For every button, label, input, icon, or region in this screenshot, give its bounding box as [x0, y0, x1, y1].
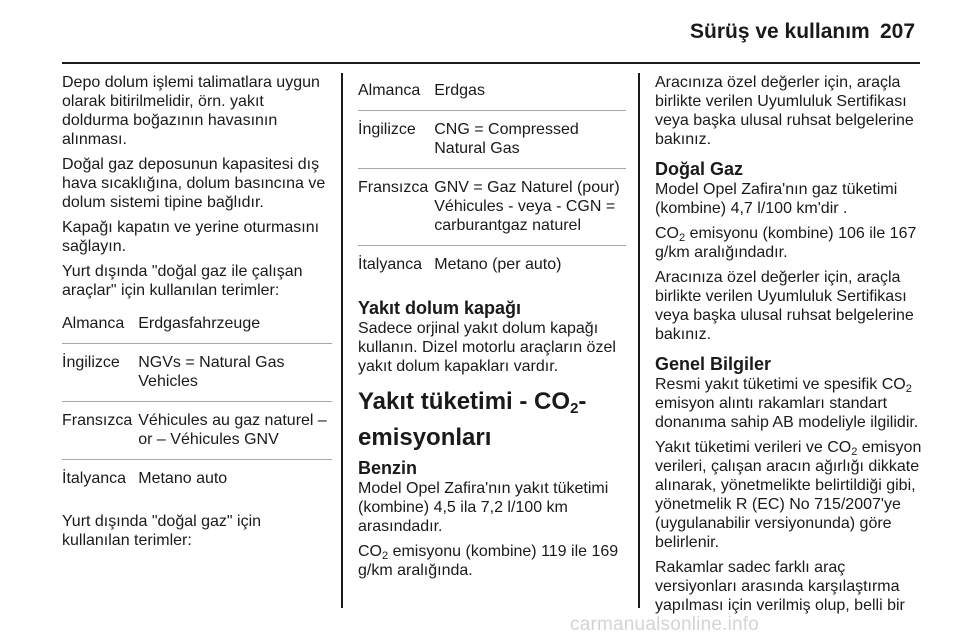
paragraph-petrol-consumption: Model Opel Zafira'nın yakıt tüketimi (kombine) 4,5 ila 7,2 l/100 km arasındadır.: [358, 480, 609, 535]
paragraph-vehicle-terms-intro: Yurt dışında "doğal gaz ile çalışan araçlar" için kullanılan terimler:: [62, 263, 303, 299]
column-divider: [638, 73, 640, 608]
column-divider: [341, 73, 343, 608]
paragraph-gas-consumption: Model Opel Zafira'nın gaz tüketimi (kombine) 4,7 l/100 km'dir .: [655, 181, 898, 217]
fuel-cap-heading: Yakıt dolum kapağı: [358, 298, 522, 318]
table-cell-language: Almanca: [358, 73, 434, 111]
watermark-text: carmanualsonline.info: [570, 614, 760, 635]
table-cell-term: Erdgas: [434, 73, 626, 111]
section-heading-fuel-consumption: Yakıt tüketimi - $CO_2$-emisyonları: [358, 388, 587, 451]
table-cell-term: Erdgasfahrzeuge: [138, 306, 332, 344]
table-cell-term: Metano auto: [138, 470, 228, 487]
table-row: [62, 460, 332, 499]
natural-gas-heading: Doğal Gaz: [655, 159, 744, 179]
table-cell-language: Fransızca: [358, 169, 434, 246]
table-row: [62, 344, 332, 402]
paragraph-fuel-cap: Sadece orjinal yakıt dolum kapağı kullanın. Dizel motorlu araçların özel yakıt dolum kapakları vardır.: [358, 320, 616, 375]
table-cell-language: İtalyanca: [62, 470, 127, 487]
column-middle: [358, 73, 626, 586]
table-cell-language: İtalyanca: [358, 256, 423, 273]
gas-terms-table: [358, 73, 626, 284]
paragraph-general-info: Resmi yakıt tüketimi ve spesifik $CO_2$ emisyon alıntı rakamları standart donanıma sahip AB modeliyle ilgilidir.: [655, 376, 919, 431]
table-cell-language: İngilizce: [62, 344, 138, 402]
column-left: [62, 73, 332, 556]
table-cell-language: İngilizce: [358, 111, 434, 169]
table-row: [358, 246, 626, 285]
header-divider: [62, 62, 920, 64]
page-number: 207: [880, 20, 916, 43]
general-info-heading: Genel Bilgiler: [655, 354, 772, 374]
table-cell-term: CNG = Compressed Natural Gas: [434, 111, 626, 169]
table-row: [62, 402, 332, 460]
paragraph-certificate: Aracınıza özel değerler için, araçla birlikte verilen Uyumluluk Sertifikası veya başka ulusal ruhsat belgelerine bakınız.: [655, 74, 914, 148]
table-row: [358, 169, 626, 246]
paragraph-gas-co2: $CO_2$ emisyonu (kombine) 106 ile 167 g/km aralığındadır.: [655, 225, 917, 261]
table-row: [358, 111, 626, 169]
column-right: [655, 73, 925, 621]
paragraph-certificate-2: Aracınıza özel değerler için, araçla birlikte verilen Uyumluluk Sertifikası veya başka ulusal ruhsat belgelerine bakınız.: [655, 269, 914, 343]
table-cell-term: Véhicules au gaz naturel – or – Véhicules GNV: [138, 402, 332, 460]
table-cell-language: Almanca: [62, 306, 138, 344]
petrol-heading: Benzin: [358, 458, 418, 478]
paragraph-close-cap: Kapağı kapatın ve yerine oturmasını sağlayın.: [62, 219, 320, 255]
paragraph-gas-terms-intro: Yurt dışında "doğal gaz" için kullanılan terimler:: [62, 513, 262, 549]
paragraph-fill-procedure: Depo dolum işlemi talimatlara uygun olarak bitirilmelidir, örn. yakıt doldurma boğazının havasının alınması.: [62, 74, 320, 148]
vehicle-terms-table: [62, 306, 332, 498]
table-cell-term: Metano (per auto): [434, 256, 562, 273]
paragraph-petrol-co2: $CO_2$ emisyonu (kombine) 119 ile 169 g/km aralığında.: [358, 543, 619, 579]
page-header-title: Sürüş ve kullanım: [690, 20, 870, 43]
table-row: [62, 306, 332, 344]
table-cell-term: GNV = Gaz Naturel (pour) Véhicules - veya - CGN = carburantgaz naturel: [434, 169, 626, 246]
paragraph-comparison: Rakamlar sadec farklı araç versiyonları arasında karşılaştırma yapılması için verilmiş olup, belli bir: [655, 559, 905, 614]
paragraph-tank-capacity: Doğal gaz deposunun kapasitesi dış hava sıcaklığına, dolum basıncına ve dolum sistemi tipine bağlıdır.: [62, 156, 326, 211]
table-cell-language: Fransızca: [62, 402, 138, 460]
table-row: [358, 73, 626, 111]
table-cell-term: NGVs = Natural Gas Vehicles: [138, 344, 332, 402]
paragraph-data-regulation: Yakıt tüketimi verileri ve $CO_2$ emisyon verileri, çalışan aracın ağırlığı dikkate alınarak, yönetmelikte belirtildiği gibi, yönetmelik R (EC) No 715/2007'ye (uygulanabilir versiyonunda) göre belirlenir.: [655, 439, 922, 551]
